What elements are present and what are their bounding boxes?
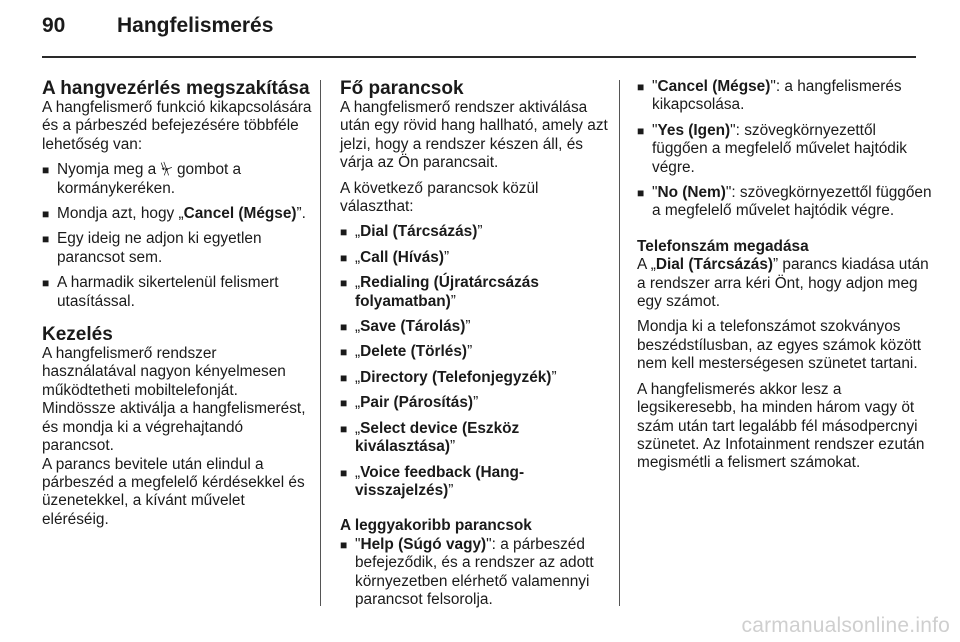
- section-heading-operation: Kezelés: [42, 324, 113, 346]
- paragraph: A parancs bevitele után elindul a párbeszéd a megfelelő kérdésekkel és üzenetekkel, a kívánt művelet eléréséig.: [42, 455, 305, 528]
- column-divider-1: [320, 80, 321, 606]
- list-item: ■ „Save (Tárolás)”: [340, 318, 608, 336]
- list-item: ■ Nyomja meg a ⏧ gombot a kormánykeréken.: [42, 161, 312, 198]
- watermark: carmanualsonline.info: [741, 614, 950, 637]
- page-number: 90: [42, 14, 66, 37]
- section-intro: A hangfelismerő funkció kikapcsolására és a párbeszéd befejezésére többféle lehetőség van:: [42, 99, 312, 153]
- frequent-commands-list: [340, 536, 608, 610]
- page-title: Hangfelismerés: [117, 14, 274, 37]
- list-item: ■ "Cancel (Mégse)": a hangfelismerés kikapcsolása.: [637, 78, 932, 115]
- paragraph: Mondja ki a telefonszámot szokványos beszédstílusban, az egyes számok között nem kell mesterségesen szünetet tartani.: [637, 318, 922, 373]
- column-2: [340, 78, 608, 616]
- page-header: [42, 14, 273, 50]
- list-item: ■ „Call (Hívás)”: [340, 249, 608, 267]
- section-heading-phone-number: Telefonszám megadása: [637, 237, 809, 255]
- section-heading-cancel-voice: A hangvezérlés megszakítása: [42, 78, 310, 99]
- list-item: ■ A harmadik sikertelenül felismert utasítással.: [42, 274, 312, 311]
- list-item: ■ Mondja azt, hogy „Cancel (Mégse)”.: [42, 205, 312, 223]
- list-item: ■ Egy ideig ne adjon ki egyetlen parancsot sem.: [42, 230, 312, 267]
- list-item: ■ „Select device (Eszköz kiválasztása)”: [340, 420, 608, 457]
- commands-list: [340, 223, 608, 500]
- command-name: Cancel (Mégse): [183, 205, 297, 223]
- list-item: ■ "No (Nem)": szövegkörnyezettől függően a megfelelő művelet hajtódik végre.: [637, 184, 932, 221]
- list-item: ■ „Redialing (Újratárcsázás folyamatban)”: [340, 274, 608, 311]
- header-rule: [42, 56, 916, 58]
- list-item: ■ "Yes (Igen)": szövegkörnyezettől függően a megfelelő művelet hajtódik végre.: [637, 122, 932, 177]
- paragraph: A hangfelismerő rendszer használatával nagyon kényelmesen működtetheti mobiltelefonját.: [42, 345, 286, 399]
- paragraph: A „Dial (Tárcsázás)” parancs kiadása után a rendszer arra kéri Önt, hogy adjon meg egy számot.: [637, 256, 929, 311]
- paragraph: A hangfelismerés akkor lesz a legsikeresebb, ha minden három vagy öt szám után tart legalább fél másodpercnyi szünetet. Az Infotainment rendszer ezután megismétli a felismert számokat.: [637, 380, 925, 472]
- paragraph: Mindössze aktiválja a hangfelismerést, és mondja ki a végrehajtandó parancsot.: [42, 400, 306, 455]
- list-item: ■ „Voice feedback (Hang-visszajelzés)”: [340, 464, 608, 501]
- frequent-commands-list-cont: [637, 78, 932, 221]
- column-divider-2: [619, 80, 620, 606]
- list-item: ■ "Help (Súgó vagy)": a párbeszéd befejeződik, és a rendszer az adott környezetben elérhető valamennyi parancsot felsorolja.: [340, 536, 608, 610]
- column-1: [42, 78, 312, 529]
- column-3: [637, 78, 932, 480]
- list-item: ■ „Directory (Telefonjegyzék)”: [340, 369, 608, 387]
- voice-button-icon: ⏧: [160, 161, 173, 179]
- cancel-methods-list: [42, 161, 312, 311]
- list-item: ■ „Delete (Törlés)”: [340, 343, 608, 361]
- sub-heading-frequent-commands: A leggyakoribb parancsok: [340, 517, 532, 535]
- section-heading-main-commands: Fő parancsok: [340, 78, 464, 99]
- list-item: ■ „Pair (Párosítás)”: [340, 394, 608, 412]
- list-item: ■ „Dial (Tárcsázás)”: [340, 223, 608, 241]
- paragraph: A hangfelismerő rendszer aktiválása után egy rövid hang hallható, amely azt jelzi, hogy a rendszer készen áll, és várja az Ön parancsait.: [340, 99, 608, 172]
- paragraph: A következő parancsok közül választhat:: [340, 179, 539, 216]
